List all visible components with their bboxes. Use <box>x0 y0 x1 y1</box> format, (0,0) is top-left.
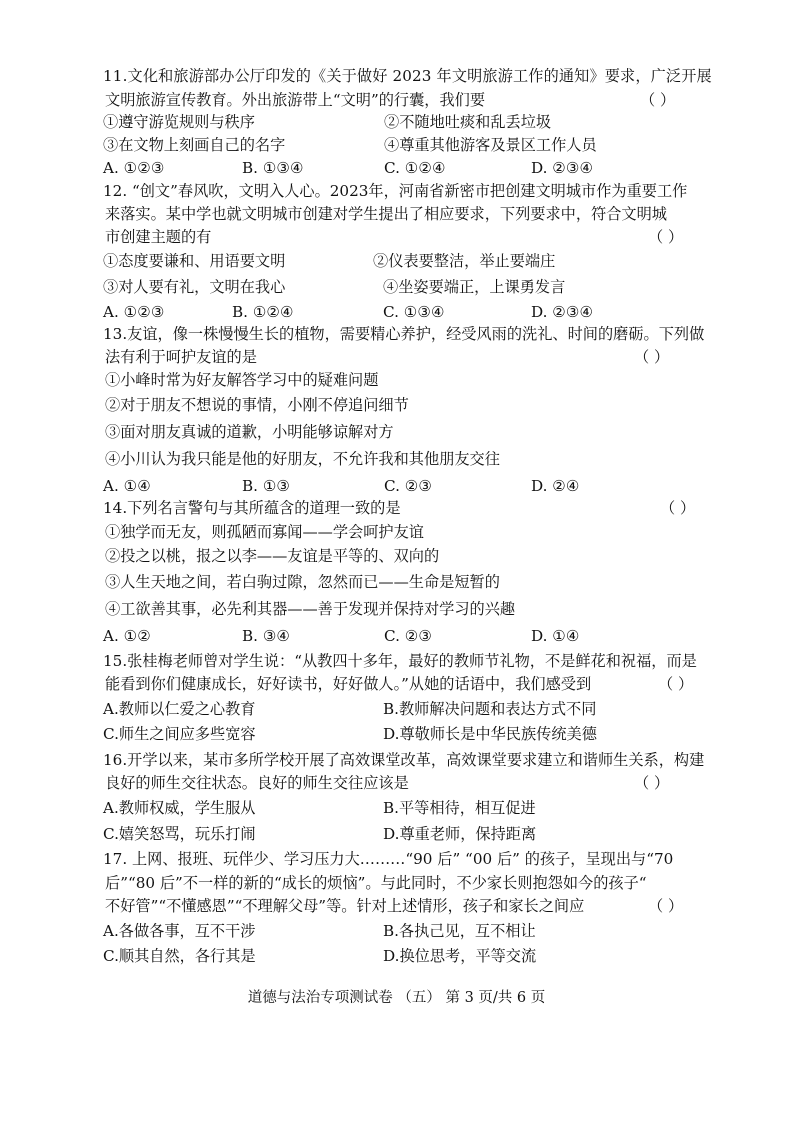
option-b: B. ①③④ <box>242 159 304 177</box>
question-stem: 法有利于呵护友谊的是 <box>105 348 257 366</box>
statement: ①小峰时常为好友解答学习中的疑难问题 <box>105 371 379 389</box>
option-a: A. ①④ <box>103 477 151 495</box>
option-c: C. ②③ <box>384 477 432 495</box>
option-c: C. ①②④ <box>384 159 446 177</box>
option-b: B. ①③ <box>242 477 291 495</box>
option-b: B.平等相待，相互促进 <box>383 799 536 817</box>
option-a: A.教师以仁爱之心教育 <box>103 700 256 718</box>
statement: ②不随地吐痰和乱丢垃圾 <box>384 113 552 131</box>
statement: ②仪表要整洁，举止要端庄 <box>373 252 556 270</box>
question-stem: 来落实。某中学也就文明城市创建对学生提出了相应要求，下列要求中，符合文明城 <box>105 205 667 223</box>
statement: ③对人要有礼，文明在我心 <box>103 278 286 296</box>
option-b: B. ①②④ <box>232 303 294 321</box>
page-footer: 道德与法治专项测试卷 （五） 第 3 页/共 6 页 <box>247 990 546 1006</box>
question-stem: 文明旅游宣传教育。外出旅游带上“文明”的行囊，我们要 <box>105 91 486 109</box>
statement: ④坐姿要端正，上课勇发言 <box>383 278 566 296</box>
statement: ③在文物上刻画自己的名字 <box>103 136 286 154</box>
question-stem: 12. “创文”春风吹，文明入人心。2023年，河南省新密市把创建文明城市作为重要工作 <box>103 182 688 200</box>
answer-bracket: （ ） <box>648 897 684 915</box>
question-stem: 11.文化和旅游部办公厅印发的《关于做好 2023 年文明旅游工作的通知》要求，广泛开展 <box>103 67 712 85</box>
option-a: A. ①②③ <box>103 159 165 177</box>
answer-bracket: （ ） <box>634 774 670 792</box>
option-c: C.嬉笑怒骂，玩乐打闹 <box>103 825 256 843</box>
answer-bracket: （ ） <box>648 228 684 246</box>
option-d: D.尊重老师，保持距离 <box>383 825 537 843</box>
option-a: A.教师权威，学生服从 <box>103 799 256 817</box>
answer-bracket: （ ） <box>658 675 694 693</box>
question-stem: 15.张桂梅老师曾对学生说：“从教四十多年，最好的教师节礼物，不是鲜花和祝福，而是 <box>103 652 697 670</box>
option-d: D.换位思考，平等交流 <box>383 947 537 965</box>
option-b: B.各执己见，互不相让 <box>383 922 536 940</box>
option-c: C.师生之间应多些宽容 <box>103 725 256 743</box>
question-stem: 16.开学以来，某市多所学校开展了高效课堂改革，高效课堂要求建立和谐师生关系，构建 <box>103 751 705 769</box>
question-stem: 14.下列名言警句与其所蕴含的道理一致的是 <box>103 499 401 517</box>
statement: ④小川认为我只能是他的好朋友，不允许我和其他朋友交往 <box>105 450 500 468</box>
option-c: C. ①③④ <box>383 303 445 321</box>
statement: ②投之以桃，报之以李——友谊是平等的、双向的 <box>105 547 440 565</box>
question-stem: 后”“80 后”不一样的新的“成长的烦恼”。与此同时，不少家长则抱怨如今的孩子“ <box>105 874 647 892</box>
question-stem: 良好的师生交往状态。良好的师生交往应该是 <box>105 774 409 792</box>
option-d: D. ②③④ <box>531 159 594 177</box>
statement: ②对于朋友不想说的事情，小刚不停追问细节 <box>105 396 409 414</box>
statement: ③人生天地之间，若白驹过隙，忽然而已——生命是短暂的 <box>105 573 500 591</box>
statement: ③面对朋友真诚的道歉，小明能够谅解对方 <box>105 423 394 441</box>
question-stem: 市创建主题的有 <box>105 228 212 246</box>
option-b: B. ③④ <box>242 627 291 645</box>
option-c: C. ②③ <box>384 627 432 645</box>
option-a: A. ①② <box>103 627 151 645</box>
option-a: A. ①②③ <box>103 303 165 321</box>
option-a: A.各做各事，互不干涉 <box>103 922 256 940</box>
statement: ④工欲善其事，必先利其器——善于发现并保持对学习的兴趣 <box>105 600 516 618</box>
question-stem: 13.友谊，像一株慢慢生长的植物，需要精心养护，经受风雨的洗礼、时间的磨砺。下列做 <box>103 325 705 343</box>
answer-bracket: （ ） <box>660 499 696 517</box>
question-stem: 不好管”“不懂感恩”“不理解父母”等。针对上述情形，孩子和家长之间应 <box>105 897 585 915</box>
option-d: D. ②④ <box>531 477 580 495</box>
option-d: D. ①④ <box>531 627 580 645</box>
option-d: D.尊敬师长是中华民族传统美德 <box>383 725 597 743</box>
option-c: C.顺其自然，各行其是 <box>103 947 256 965</box>
option-b: B.教师解决问题和表达方式不同 <box>383 700 597 718</box>
answer-bracket: （ ） <box>640 91 676 109</box>
answer-bracket: （ ） <box>634 348 670 366</box>
statement: ①独学而无友，则孤陋而寡闻——学会呵护友谊 <box>105 523 424 541</box>
statement: ①态度要谦和、用语要文明 <box>103 252 286 270</box>
option-d: D. ②③④ <box>531 303 594 321</box>
statement: ④尊重其他游客及景区工作人员 <box>384 136 597 154</box>
question-stem: 17. 上网、报班、玩伴少、学习压力大………“90 后” “00 后” 的孩子，呈现出与“70 <box>103 850 674 868</box>
statement: ①遵守游览规则与秩序 <box>103 113 255 131</box>
question-stem: 能看到你们健康成长，好好读书，好好做人。”从她的话语中，我们感受到 <box>105 675 592 693</box>
